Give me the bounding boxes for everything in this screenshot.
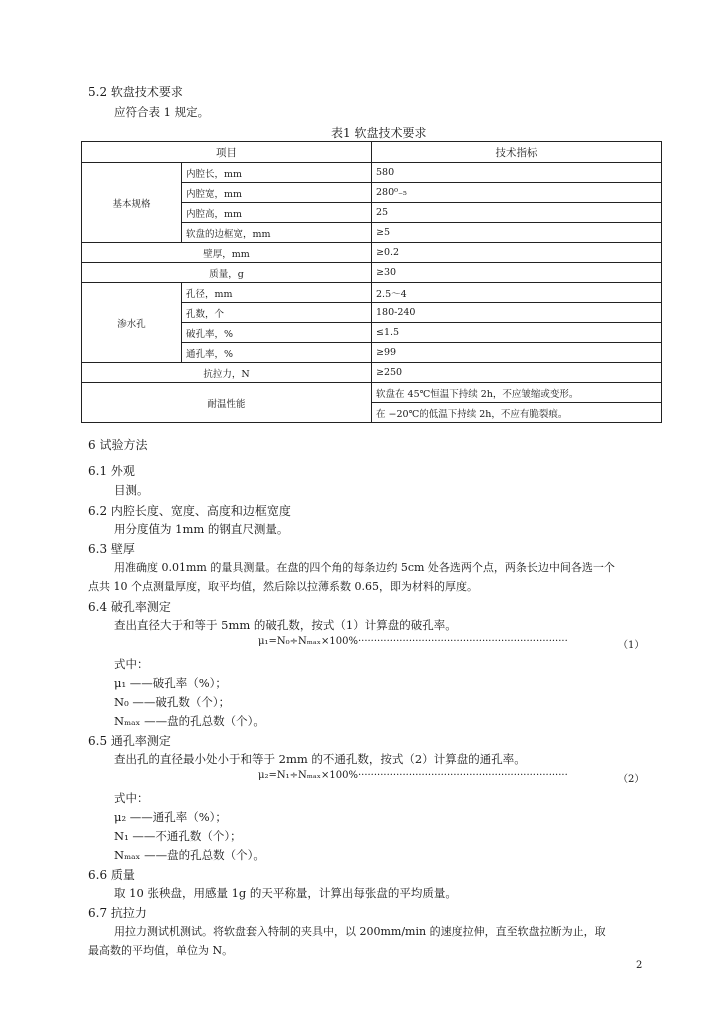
row-name: 内腔高，mm — [182, 203, 372, 223]
section-6-heading: 6 试验方法 — [88, 438, 148, 452]
section-6-3-line1: 用准确度 0.01mm 的量具测量。在盘的四个角的每条边约 5cm 处各选两个点，两条长边中间各选一个 — [114, 561, 615, 574]
section-6-3-heading: 6.3 壁厚 — [88, 542, 135, 556]
section-5-2-heading: 5.2 软盘技术要求 — [88, 85, 183, 99]
section-6-1-heading: 6.1 外观 — [88, 464, 135, 478]
table-row — [82, 163, 662, 183]
row-value: 580 — [372, 163, 662, 183]
table-caption: 表1 软盘技术要求 — [331, 126, 427, 140]
formula-2: μ₂=N₁÷Nₘₐₓ×100%·································································· — [258, 770, 568, 781]
header-item: 项目 — [82, 142, 372, 163]
section-6-2-heading: 6.2 内腔长度、宽度、高度和边框宽度 — [88, 504, 291, 518]
row-value: 2.5～4 — [372, 283, 662, 303]
row-name: 质量，g — [82, 263, 372, 283]
table-header-row — [82, 142, 662, 163]
table-row — [82, 283, 662, 303]
row-name: 壁厚，mm — [82, 243, 372, 263]
row-value: ≥0.2 — [372, 243, 662, 263]
section-6-7-heading: 6.7 抗拉力 — [88, 906, 147, 920]
row-name: 通孔率，% — [182, 343, 372, 363]
section-6-6-text: 取 10 张秧盘，用感量 1g 的天平称量，计算出每张盘的平均质量。 — [114, 886, 457, 900]
requirements-table — [81, 141, 662, 423]
formula-2-where: 式中： — [114, 791, 149, 805]
section-6-1-text: 目测。 — [114, 483, 149, 497]
header-value: 技术指标 — [372, 142, 662, 163]
section-6-7-line1: 用拉力测试机测试。将软盘套入特制的夹具中，以 200mm/min 的速度拉伸，直至软盘拉断为止，取 — [114, 925, 606, 938]
formula-2-def-2: N₁ ——不通孔数（个）； — [114, 829, 242, 843]
row-name: 孔径，mm — [182, 283, 372, 303]
row-value: 在 −20℃的低温下持续 2h，不应有脆裂痕。 — [372, 403, 662, 423]
row-name: 破孔率，% — [182, 323, 372, 343]
row-value: ≥5 — [372, 223, 662, 243]
section-6-2-text: 用分度值为 1mm 的钢直尺测量。 — [114, 522, 289, 536]
table-row — [82, 363, 662, 383]
group-drain-holes: 渗水孔 — [82, 283, 182, 363]
formula-2-def-1: μ₂ ——通孔率（%）； — [114, 810, 227, 824]
row-name: 孔数，个 — [182, 303, 372, 323]
row-name: 耐温性能 — [82, 383, 372, 423]
row-name: 内腔长，mm — [182, 163, 372, 183]
section-6-7-line2: 最高数的平均值，单位为 N。 — [88, 944, 234, 957]
table-row — [82, 243, 662, 263]
page-number: 2 — [636, 960, 643, 971]
table-row — [82, 383, 662, 403]
formula-2-number: （2） — [618, 774, 645, 785]
row-name: 内腔宽，mm — [182, 183, 372, 203]
formula-1-where: 式中： — [114, 657, 149, 671]
formula-1-number: （1） — [618, 640, 645, 651]
row-value: ≥250 — [372, 363, 662, 383]
group-basic-spec: 基本规格 — [82, 163, 182, 243]
section-6-5-heading: 6.5 通孔率测定 — [88, 734, 171, 748]
section-6-5-text: 查出孔的直径最小处小于和等于 2mm 的不通孔数，按式（2）计算盘的通孔率。 — [114, 752, 526, 766]
row-value: ≥99 — [372, 343, 662, 363]
row-name: 抗拉力，N — [82, 363, 372, 383]
row-value: 180-240 — [372, 303, 662, 323]
section-6-6-heading: 6.6 质量 — [88, 868, 135, 882]
formula-1-def-3: Nₘₐₓ ——盘的孔总数（个）。 — [114, 714, 265, 728]
section-6-3-line2: 点共 10 个点测量厚度，取平均值，然后除以拉薄系数 0.65，即为材料的厚度。 — [88, 580, 478, 593]
row-value: 25 — [372, 203, 662, 223]
formula-1-def-2: N₀ ——破孔数（个）； — [114, 695, 231, 709]
formula-1: μ₁=N₀÷Nₘₐₓ×100%·································································· — [258, 636, 568, 647]
row-value: 280⁰₋₅ — [372, 183, 662, 203]
section-6-4-heading: 6.4 破孔率测定 — [88, 600, 171, 614]
row-value: ≥30 — [372, 263, 662, 283]
formula-1-def-1: μ₁ ——破孔率（%）； — [114, 676, 227, 690]
row-name: 软盘的边框宽，mm — [182, 223, 372, 243]
row-value: ≤1.5 — [372, 323, 662, 343]
section-5-2-text: 应符合表 1 规定。 — [114, 105, 210, 119]
formula-2-def-3: Nₘₐₓ ——盘的孔总数（个）。 — [114, 848, 265, 862]
table-row — [82, 263, 662, 283]
row-value: 软盘在 45℃恒温下持续 2h，不应皱缩或变形。 — [372, 383, 662, 403]
section-6-4-text: 查出直径大于和等于 5mm 的破孔数，按式（1）计算盘的破孔率。 — [114, 618, 457, 632]
